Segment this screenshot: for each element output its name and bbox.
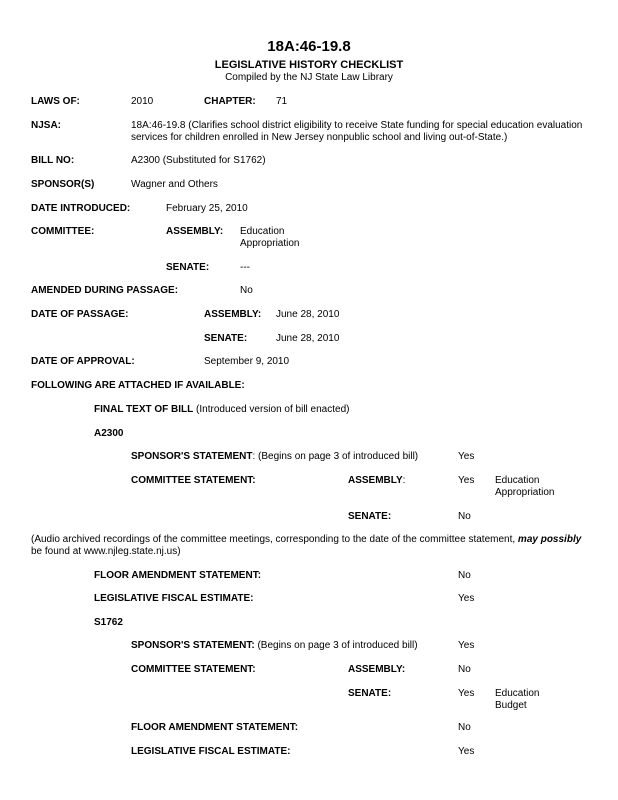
s1762-committee-label: COMMITTEE STATEMENT:: [131, 664, 256, 675]
fiscal-estimate-value: Yes: [458, 593, 475, 604]
attachments-heading: FOLLOWING ARE ATTACHED IF AVAILABLE:: [31, 380, 245, 391]
a2300-sponsor-note: : (Begins on page 3 of introduced bill): [252, 451, 419, 462]
s1762-senate-label: SENATE:: [348, 688, 392, 699]
a2300-assembly-colon: :: [402, 475, 406, 486]
committee-senate-value: ---: [240, 262, 250, 273]
fiscal-estimate-label: LEGISLATIVE FISCAL ESTIMATE:: [94, 593, 254, 604]
a2300-sponsor-value: Yes: [458, 451, 475, 462]
a2300-assembly-row: [348, 475, 405, 487]
a2300-committee-label: COMMITTEE STATEMENT:: [131, 475, 256, 486]
passage-assembly-value: June 28, 2010: [276, 309, 340, 320]
a2300-assembly-value: Yes: [458, 475, 475, 486]
amended-value: No: [240, 285, 253, 296]
njsa-label: NJSA:: [31, 120, 62, 131]
committee-label: COMMITTEE:: [31, 226, 95, 237]
a2300-heading: A2300: [94, 428, 124, 439]
date-of-passage-label: DATE OF PASSAGE:: [31, 309, 129, 320]
audio-note-emphasis: may possibly: [517, 534, 582, 545]
a2300-assembly-label: ASSEMBLY: [348, 475, 403, 486]
s1762-sponsor-note: (Begins on page 3 of introduced bill): [254, 640, 418, 651]
s1762-fiscal-estimate-value: Yes: [458, 746, 475, 757]
a2300-assembly-committee-2: Appropriation: [495, 487, 555, 498]
audio-note-text: (Audio archived recordings of the committee meetings, corresponding to the date of the committee statement,: [31, 534, 518, 545]
laws-of-value: 2010: [131, 96, 154, 107]
passage-assembly-label: ASSEMBLY:: [204, 309, 262, 320]
s1762-sponsor-row: [131, 640, 418, 652]
njsa-line-2: services for children enrolled in New Jersey nonpublic school and living out-of-State.): [131, 132, 508, 143]
date-of-approval-label: DATE OF APPROVAL:: [31, 356, 135, 367]
committee-assembly-label: ASSEMBLY:: [166, 226, 224, 237]
s1762-assembly-value: No: [458, 664, 471, 675]
s1762-senate-committee-1: Education: [495, 688, 540, 699]
audio-note-line-1: [31, 534, 581, 546]
laws-of-label: LAWS OF:: [31, 96, 80, 107]
s1762-heading: S1762: [94, 617, 123, 628]
floor-amendment-value: No: [458, 570, 471, 581]
chapter-value: 71: [276, 96, 288, 107]
s1762-sponsor-value: Yes: [458, 640, 475, 651]
s1762-sponsor-label: SPONSOR'S STATEMENT:: [131, 640, 255, 651]
floor-amendment-label: FLOOR AMENDMENT STATEMENT:: [94, 570, 262, 581]
a2300-sponsor-row: [131, 451, 418, 463]
s1762-fiscal-estimate-label: LEGISLATIVE FISCAL ESTIMATE:: [131, 746, 291, 757]
date-of-approval-value: September 9, 2010: [204, 356, 290, 367]
a2300-assembly-committee-1: Education: [495, 475, 540, 486]
s1762-assembly-label: ASSEMBLY:: [348, 664, 406, 675]
a2300-senate-label: SENATE:: [348, 511, 392, 522]
a2300-sponsor-label: SPONSOR'S STATEMENT: [131, 451, 253, 462]
s1762-floor-amendment-value: No: [458, 722, 471, 733]
passage-senate-value: June 28, 2010: [276, 333, 340, 344]
audio-note-line-2: be found at www.njleg.state.nj.us): [31, 546, 181, 557]
committee-senate-label: SENATE:: [166, 262, 210, 273]
sponsors-label: SPONSOR(S): [31, 179, 95, 190]
s1762-senate-value: Yes: [458, 688, 475, 699]
s1762-senate-committee-2: Budget: [495, 700, 527, 711]
date-introduced-value: February 25, 2010: [166, 203, 248, 214]
final-text-note: (Introduced version of bill enacted): [196, 404, 350, 415]
bill-no-label: BILL NO:: [31, 155, 75, 166]
final-text-row: [94, 404, 349, 416]
document-title: 18A:46-19.8: [267, 38, 351, 55]
chapter-label: CHAPTER:: [204, 96, 256, 107]
date-introduced-label: DATE INTRODUCED:: [31, 203, 131, 214]
committee-assembly-line-1: Education: [240, 226, 285, 237]
sponsors-value: Wagner and Others: [131, 179, 218, 190]
amended-label: AMENDED DURING PASSAGE:: [31, 285, 179, 296]
final-text-label: FINAL TEXT OF BILL: [94, 404, 194, 415]
compiled-by: Compiled by the NJ State Law Library: [225, 72, 393, 83]
document-subtitle: LEGISLATIVE HISTORY CHECKLIST: [214, 59, 404, 71]
a2300-senate-value: No: [458, 511, 471, 522]
s1762-floor-amendment-label: FLOOR AMENDMENT STATEMENT:: [131, 722, 299, 733]
passage-senate-label: SENATE:: [204, 333, 248, 344]
bill-no-value: A2300 (Substituted for S1762): [131, 155, 266, 166]
njsa-line-1: 18A:46-19.8 (Clarifies school district eligibility to receive State funding for special education evaluation: [131, 120, 583, 131]
committee-assembly-line-2: Appropriation: [240, 238, 300, 249]
